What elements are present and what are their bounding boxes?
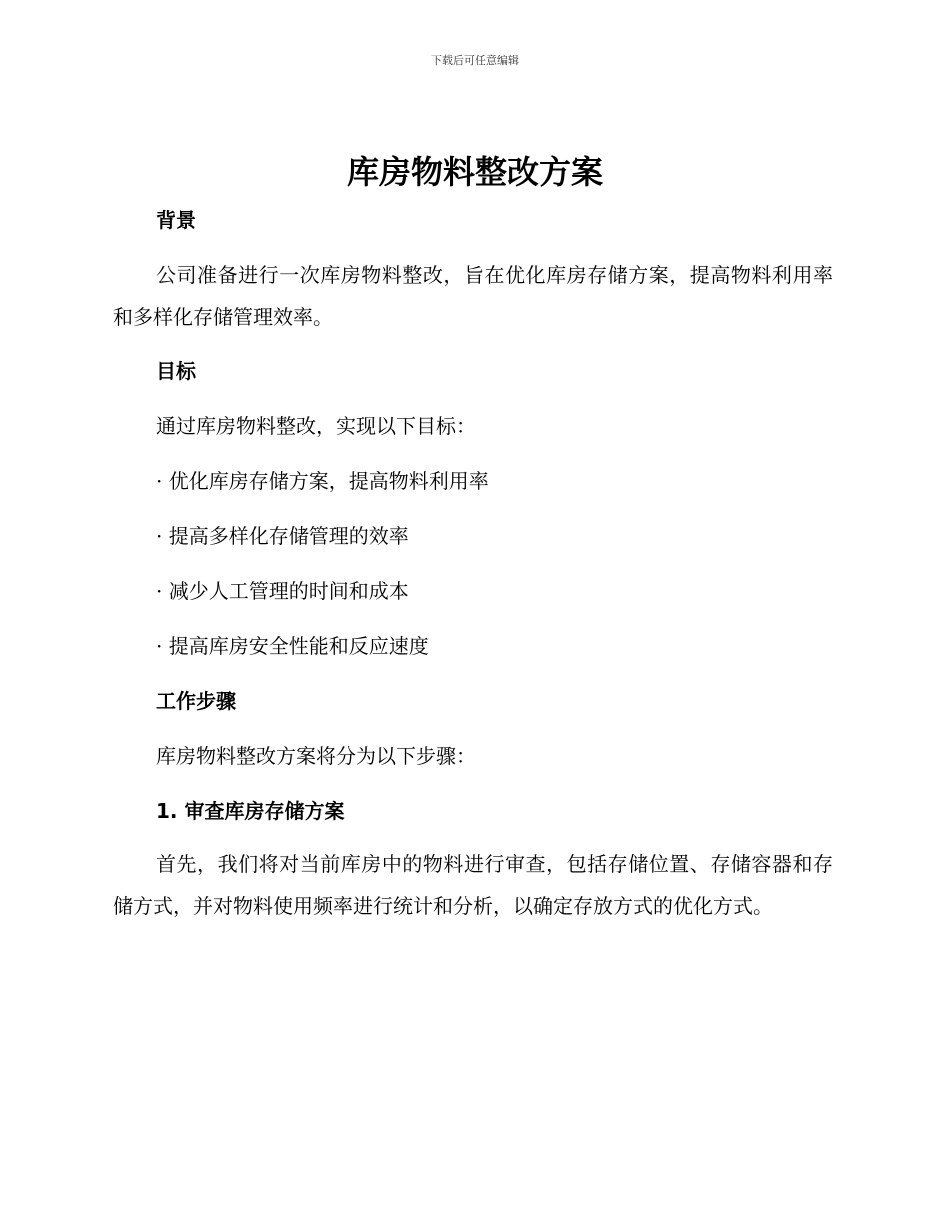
goal-list-item: · 减少人工管理的时间和成本 (156, 579, 409, 603)
page-header-note: 下载后可任意编辑 (431, 54, 519, 67)
background-paragraph: 公司准备进行一次库房物料整改，旨在优化库房存储方案，提高物料利用率和多样化存储管理效率。 (113, 263, 833, 329)
steps-intro: 库房物料整改方案将分为以下步骤： (156, 744, 476, 768)
goal-list-item: · 优化库房存储方案，提高物料利用率 (156, 469, 489, 493)
step-1-heading: 1. 审查库房存储方案 (156, 799, 345, 823)
section-heading-steps: 工作步骤 (156, 689, 236, 713)
section-heading-goals: 目标 (156, 359, 196, 383)
goals-intro: 通过库房物料整改，实现以下目标： (156, 414, 476, 438)
goal-list-item: · 提高多样化存储管理的效率 (156, 524, 409, 548)
section-heading-background: 背景 (156, 208, 196, 232)
goal-list-item: · 提高库房安全性能和反应速度 (156, 634, 429, 658)
step-1-paragraph: 首先，我们将对当前库房中的物料进行审查，包括存储位置、存储容器和存储方式，并对物料使用频率进行统计和分析，以确定存放方式的优化方式。 (113, 852, 833, 918)
document-title: 库房物料整改方案 (346, 153, 603, 191)
